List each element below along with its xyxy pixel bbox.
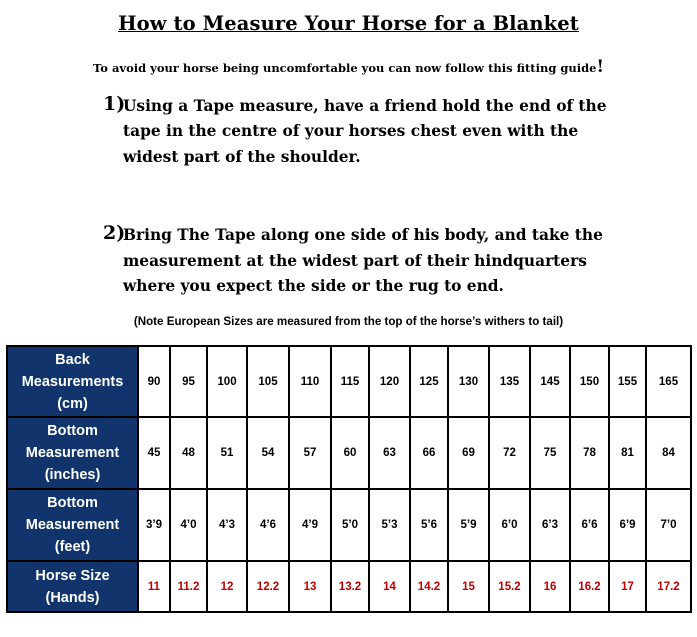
- row-header-line: (Hands): [45, 589, 100, 606]
- table-cell: 54: [247, 417, 289, 489]
- table-cell: 17.2: [646, 561, 691, 612]
- table-cell: 15.2: [489, 561, 530, 612]
- size-table-body: [7, 346, 691, 612]
- european-size-note: (Note European Sizes are measured from the top of the horse’s withers to tail): [133, 315, 564, 328]
- table-cell: 48: [170, 417, 207, 489]
- row-header-line: Bottom: [47, 423, 98, 439]
- table-cell: 69: [448, 417, 489, 489]
- row-header-bottom-inches: [7, 417, 138, 489]
- table-cell: 125: [410, 346, 448, 417]
- row-header-line: (cm): [57, 395, 88, 412]
- table-cell: 63: [369, 417, 410, 489]
- table-cell: 5’3: [369, 489, 410, 561]
- size-table: [6, 345, 692, 613]
- row-header-line: Measurement: [25, 445, 120, 461]
- step-1-line-3: widest part of the shoulder.: [123, 148, 361, 166]
- step-2-line-2: measurement at the widest part of their hindquarters: [123, 252, 587, 270]
- table-cell: 13.2: [331, 561, 369, 612]
- intro-text: [0, 57, 697, 77]
- table-row-back-cm: [7, 346, 691, 417]
- table-cell: 13: [289, 561, 331, 612]
- row-header-horse-hands: [7, 561, 138, 612]
- table-cell: 4’0: [170, 489, 207, 561]
- table-cell: 15: [448, 561, 489, 612]
- table-cell: 12.2: [247, 561, 289, 612]
- table-cell: 120: [369, 346, 410, 417]
- table-cell: 4’3: [207, 489, 247, 561]
- table-cell: 16.2: [570, 561, 609, 612]
- table-cell: 115: [331, 346, 369, 417]
- table-cell: 165: [646, 346, 691, 417]
- table-cell: 90: [138, 346, 170, 417]
- table-cell: 75: [530, 417, 570, 489]
- table-cell: 95: [170, 346, 207, 417]
- step-2-line-3: where you expect the side or the rug to end.: [123, 277, 504, 295]
- table-cell: 135: [489, 346, 530, 417]
- table-cell: 66: [410, 417, 448, 489]
- table-cell: 60: [331, 417, 369, 489]
- intro-exclamation: !: [596, 57, 604, 77]
- table-cell: 4’9: [289, 489, 331, 561]
- table-cell: 11.2: [170, 561, 207, 612]
- table-cell: 6’6: [570, 489, 609, 561]
- row-header-bottom-feet: [7, 489, 138, 561]
- step-2-number: 2): [103, 222, 126, 244]
- table-cell: 84: [646, 417, 691, 489]
- table-cell: 150: [570, 346, 609, 417]
- table-cell: 105: [247, 346, 289, 417]
- table-cell: 81: [609, 417, 646, 489]
- table-cell: 57: [289, 417, 331, 489]
- step-2-line-1: Bring The Tape along one side of his body, and take the: [123, 226, 603, 244]
- table-cell: 7’0: [646, 489, 691, 561]
- table-cell: 5’6: [410, 489, 448, 561]
- table-cell: 78: [570, 417, 609, 489]
- table-cell: 45: [138, 417, 170, 489]
- row-header-line: Measurement: [25, 517, 120, 533]
- table-cell: 5’9: [448, 489, 489, 561]
- table-cell: 5’0: [331, 489, 369, 561]
- table-cell: 72: [489, 417, 530, 489]
- table-cell: 145: [530, 346, 570, 417]
- table-cell: 16: [530, 561, 570, 612]
- table-cell: 155: [609, 346, 646, 417]
- table-row-bottom-feet: [7, 489, 691, 561]
- table-cell: 110: [289, 346, 331, 417]
- row-header-line: Back: [55, 351, 90, 368]
- table-cell: 6’0: [489, 489, 530, 561]
- row-header-line: Measurements: [21, 373, 124, 390]
- table-cell: 14: [369, 561, 410, 612]
- table-cell: 100: [207, 346, 247, 417]
- table-row-bottom-inches: [7, 417, 691, 489]
- table-cell: 17: [609, 561, 646, 612]
- step-1-line-1: Using a Tape measure, have a friend hold the end of the: [123, 97, 607, 115]
- page-title: How to Measure Your Horse for a Blanket: [118, 12, 579, 35]
- table-cell: 14.2: [410, 561, 448, 612]
- row-header-line: Horse Size: [35, 567, 110, 584]
- step-1-line-2: tape in the centre of your horses chest even with the: [123, 122, 579, 140]
- step-1-number: 1): [103, 93, 126, 115]
- table-cell: 51: [207, 417, 247, 489]
- table-cell: 4’6: [247, 489, 289, 561]
- table-cell: 11: [138, 561, 170, 612]
- row-header-line: (inches): [44, 467, 101, 483]
- table-cell: 6’9: [609, 489, 646, 561]
- intro-text-body: To avoid your horse being uncomfortable you can now follow this fitting guide: [93, 61, 597, 75]
- table-cell: 6’3: [530, 489, 570, 561]
- table-row-horse-hands: [7, 561, 691, 612]
- table-cell: 12: [207, 561, 247, 612]
- row-header-back-cm: [7, 346, 138, 417]
- row-header-line: Bottom: [47, 495, 98, 511]
- table-cell: 3’9: [138, 489, 170, 561]
- table-cell: 130: [448, 346, 489, 417]
- row-header-line: (feet): [54, 539, 91, 555]
